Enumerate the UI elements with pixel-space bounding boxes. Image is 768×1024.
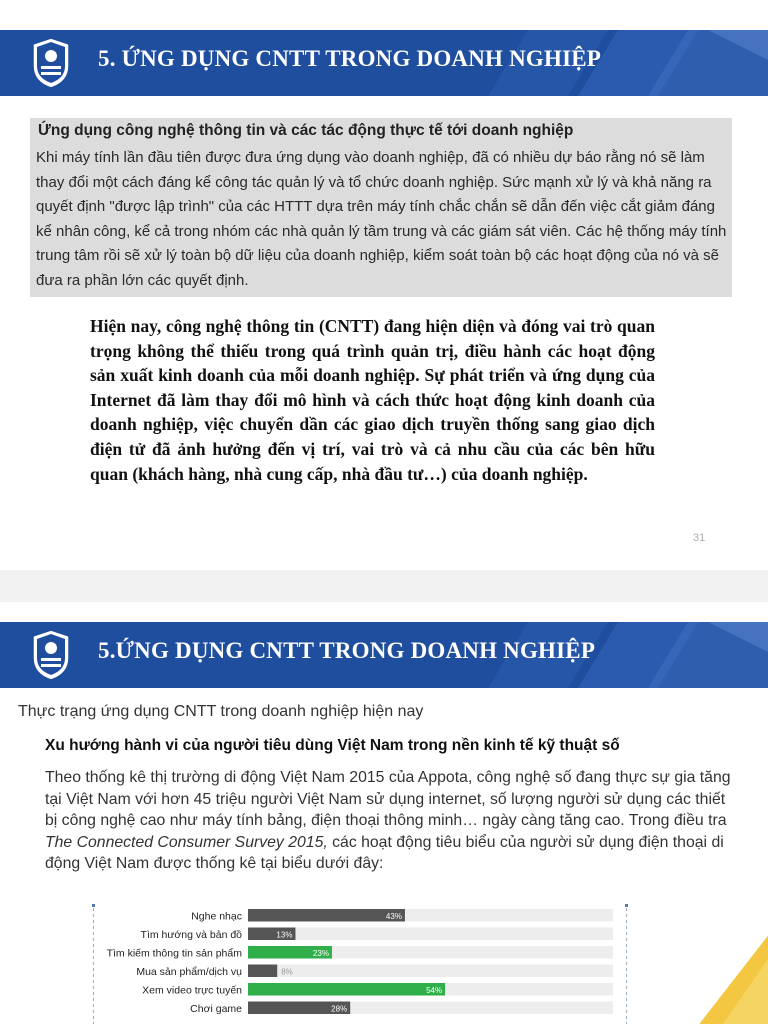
slide-header	[0, 622, 768, 688]
slide-32	[0, 602, 768, 1024]
main-paragraph: Hiện nay, công nghệ thông tin (CNTT) đang hiện diện và đóng vai trò quan trọng không thể thiếu trong quá trình quản trị, điều hành các hoạt động sản xuất kinh doanh của mỗi doanh nghiệp. Sự phát triển và ứng dụng của Internet đã làm thay đổi mô hình và cách thức hoạt động kinh doanh của doanh nghiệp, việc chuyển dần các giao dịch truyền thống sang giao dịch điện tử đã ảnh hưởng đến vị trí, vai trò và cả nhu cầu của các bên hữu quan (khách hàng, nhà cung cấp, nhà đầu tư…) của doanh nghiệp.	[90, 316, 655, 484]
value-label: 23%	[312, 948, 329, 958]
box-title: Ứng dụng công nghệ thông tin và các tác động thực tế tới doanh nghiệp	[38, 122, 574, 139]
body-text-2: các hoạt động tiêu biểu của người sử dụng điện thoại di động Việt Nam được thống kê tại biểu dưới đây:	[45, 833, 724, 872]
frame-handle	[92, 904, 95, 907]
category-label: Nghe nhạc	[191, 910, 242, 923]
value-label: 28%	[331, 1004, 348, 1014]
category-label: Mua sản phẩm/dịch vụ	[136, 965, 242, 978]
activity-bar-chart	[90, 902, 630, 1024]
category-label: Tìm hướng và bản đồ	[140, 928, 242, 941]
value-label: 54%	[426, 985, 443, 995]
value-label: 13%	[276, 930, 293, 940]
bar-track	[248, 965, 613, 978]
frame-handle	[625, 904, 628, 907]
box-body: Khi máy tính lần đầu tiên được đưa ứng dụng vào doanh nghiệp, đã có nhiều dự báo rằng nó sẽ làm thay đổi một cách đáng kể công tác quản lý và tổ chức doanh nghiệp. Sức mạnh xử lý và khả năng ra quyết định "được lập trình" của các HTTT dựa trên máy tính chắc chắn sẽ dẫn đến việc cắt giảm đáng kể nhân công, kể cả trong nhóm các nhà quản lý tầm trung và các giám sát viên. Các hệ thống máy tính trung tâm rồi sẽ xử lý toàn bộ dữ liệu của doanh nghiệp, kiểm soát toàn bộ các hoạt động của nó và sẽ đưa ra phần lớn các quyết định.	[36, 149, 727, 289]
body-text-1: Theo thống kê thị trường di động Việt Nam 2015 của Appota, công nghệ số đang thực sự gia tăng tại Việt Nam với hơn 45 triệu người Việt Nam sử dụng internet, số lượng người sử dụng các thiết bị công nghệ cao như máy tính bảng, điện thoại thông minh… ngày càng tăng cao. Trong điều tra	[45, 769, 731, 829]
trend-body	[45, 767, 735, 875]
slide-header	[0, 30, 768, 96]
bar	[248, 965, 277, 978]
trend-title: Xu hướng hành vi của người tiêu dùng Việt Nam trong nền kinh tế kỹ thuật số	[45, 737, 620, 754]
category-label: Xem video trực tuyến	[142, 984, 242, 997]
quote-box	[30, 118, 732, 297]
bar-track	[248, 928, 613, 941]
value-label: 8%	[281, 967, 293, 977]
survey-name: The Connected Consumer Survey 2015,	[45, 833, 328, 851]
category-label: Tìm kiếm thông tin sản phẩm	[106, 947, 242, 960]
page-number: 31	[693, 532, 706, 544]
slide-gap	[0, 570, 768, 602]
bar	[248, 983, 445, 996]
category-label: Chơi game	[190, 1002, 242, 1015]
header-title: 5.ỨNG DỤNG CNTT TRONG DOANH NGHIỆP	[98, 638, 596, 663]
university-logo	[30, 36, 72, 90]
section-subtitle: Thực trạng ứng dụng CNTT trong doanh nghiệp hiện nay	[18, 703, 424, 720]
value-label: 43%	[385, 911, 402, 921]
bar	[248, 909, 405, 922]
university-logo	[30, 628, 72, 682]
gold-decoration	[678, 924, 768, 1024]
header-title: 5. ỨNG DỤNG CNTT TRONG DOANH NGHIỆP	[98, 46, 602, 71]
